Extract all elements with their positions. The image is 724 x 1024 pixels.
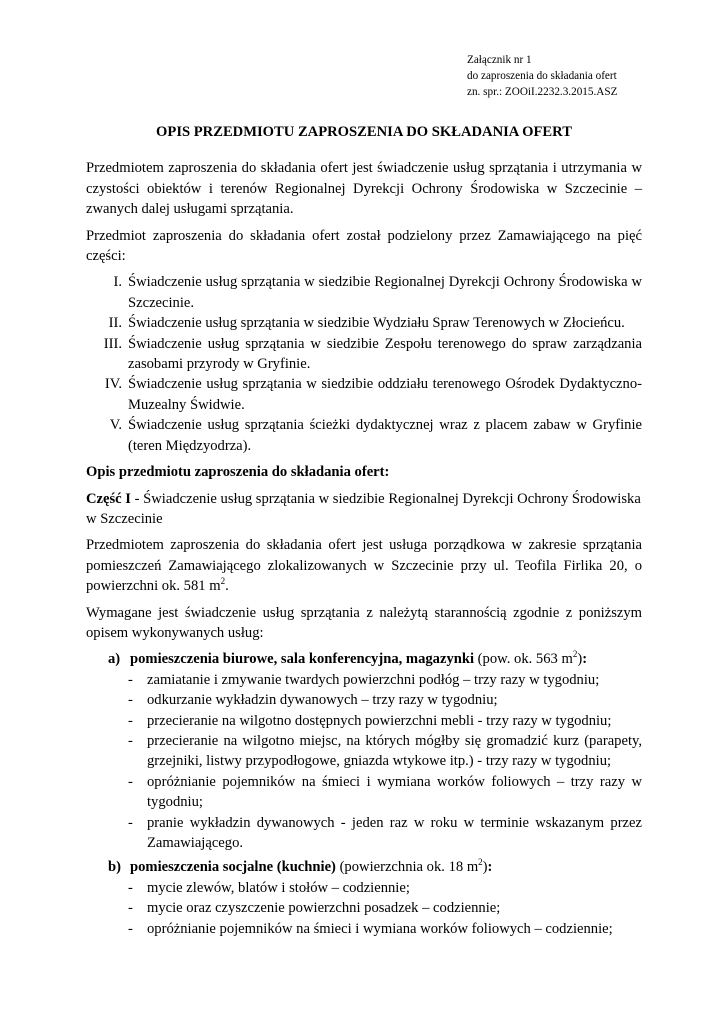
task-text: zamiatanie i zmywanie twardych powierzchni podłóg – trzy razy w tygodniu; bbox=[147, 671, 600, 688]
dash-bullet: - bbox=[128, 900, 133, 917]
section-b bbox=[86, 857, 642, 877]
task-item bbox=[128, 772, 642, 813]
task-text: mycie zlewów, blatów i stołów – codziennie; bbox=[147, 879, 410, 896]
section-b-sup: 2 bbox=[478, 857, 483, 868]
part-text: Świadczenie usług sprzątania w siedzibie oddziału terenowego Ośrodek Dydaktyczno-Muzealny Świdwie. bbox=[128, 376, 642, 413]
annex-line-1: Załącznik nr 1 bbox=[467, 54, 532, 66]
part-number: IV. bbox=[104, 376, 122, 393]
annex-header bbox=[467, 52, 617, 100]
task-item bbox=[128, 711, 642, 731]
section-b-area: (powierzchnia ok. 18 m bbox=[335, 859, 479, 876]
task-item bbox=[128, 898, 642, 918]
scope-paragraph bbox=[86, 535, 642, 596]
task-item bbox=[128, 919, 642, 939]
section-a-close: ) bbox=[577, 651, 583, 668]
intro-paragraph: Przedmiotem zaproszenia do składania ofert jest świadczenie usług sprzątania i utrzymania w czystości obiektów i terenów Regionalnej Dyrekcji Ochrony Środowiska w Szczecinie – zwanych dalej usługami sprzątania. bbox=[86, 160, 642, 218]
part1-heading bbox=[86, 489, 642, 530]
section-a-heading bbox=[130, 649, 642, 669]
part-number: III. bbox=[103, 335, 122, 352]
task-text: przecieranie na wilgotno dostępnych powierzchni mebli - trzy razy w tygodniu; bbox=[147, 712, 612, 729]
annex-line-3: zn. spr.: ZOOiI.2232.3.2015.ASZ bbox=[467, 86, 618, 98]
part-item bbox=[86, 415, 642, 456]
part-item bbox=[86, 334, 642, 375]
task-text: opróżnianie pojemników na śmieci i wymiana worków foliowych – trzy razy w tygodniu; bbox=[147, 773, 642, 811]
dash-bullet: - bbox=[128, 879, 133, 896]
dash-bullet: - bbox=[128, 712, 133, 729]
section-a-title: pomieszczenia biurowe, sala konferencyjna, magazynki bbox=[130, 651, 475, 668]
section-b-colon: : bbox=[487, 859, 493, 876]
task-text: przecieranie na wilgotno miejsc, na których mógłby się gromadzić kurz (parapety, grzejniki, listwy przypodłogowe, gniazda wtykowe itp.) - trzy razy w tygodniu; bbox=[147, 732, 642, 770]
part-text: Świadczenie usług sprzątania w siedzibie Wydziału Spraw Terenowych w Złocieńcu. bbox=[128, 315, 625, 332]
dash-bullet: - bbox=[128, 692, 133, 709]
scope-end: . bbox=[225, 578, 229, 595]
section-b-title: pomieszczenia socjalne (kuchnie) bbox=[130, 859, 336, 876]
scope-sup: 2 bbox=[220, 576, 226, 587]
section-b-heading bbox=[130, 857, 642, 877]
dash-bullet: - bbox=[128, 920, 133, 937]
description-heading: Opis przedmiotu zaproszenia do składania ofert: bbox=[86, 464, 390, 481]
task-item bbox=[128, 670, 642, 690]
task-item bbox=[128, 731, 642, 772]
dash-bullet: - bbox=[128, 773, 133, 790]
section-a bbox=[86, 649, 642, 669]
task-text: opróżnianie pojemników na śmieci i wymiana worków foliowych – codziennie; bbox=[147, 920, 613, 937]
annex-line-2: do zaproszenia do składania ofert bbox=[467, 70, 617, 82]
part-number: V. bbox=[109, 417, 122, 434]
section-a-sup: 2 bbox=[572, 649, 578, 660]
dash-bullet: - bbox=[128, 671, 133, 688]
part-item bbox=[86, 374, 642, 415]
task-item bbox=[128, 690, 642, 710]
section-a-tasks bbox=[86, 670, 642, 854]
section-a-area: (pow. ok. 563 m bbox=[474, 651, 573, 668]
part-number: II. bbox=[108, 315, 122, 332]
parts-list bbox=[86, 272, 642, 456]
dash-bullet: - bbox=[128, 732, 133, 749]
task-text: mycie oraz czyszczenie powierzchni posadzek – codziennie; bbox=[147, 900, 501, 917]
task-text: pranie wykładzin dywanowych - jeden raz w roku w terminie wskazanym przez Zamawiającego. bbox=[147, 814, 642, 851]
part-item bbox=[86, 272, 642, 313]
parts-intro-paragraph: Przedmiot zaproszenia do składania ofert został podzielony przez Zamawiającego na pięć części: bbox=[86, 227, 642, 265]
scope-text: Przedmiotem zaproszenia do składania ofert jest usługa porządkowa w zakresie sprzątania pomieszczeń Zamawiającego zlokalizowanych w Szczecinie przy ul. Teofila Firlika 20, o powierzchni ok. 581 m bbox=[86, 537, 642, 595]
document-title: OPIS PRZEDMIOTU ZAPROSZENIA DO SKŁADANIA OFERT bbox=[156, 124, 572, 140]
task-item bbox=[128, 813, 642, 854]
dash-bullet: - bbox=[128, 814, 133, 831]
part-text: Świadczenie usług sprzątania ścieżki dydaktycznej wraz z placem zabaw w Gryfinie (teren Międzyodrza). bbox=[128, 417, 642, 454]
section-b-letter: b) bbox=[108, 859, 121, 876]
task-item bbox=[128, 878, 642, 898]
section-b-close: ) bbox=[482, 859, 488, 876]
part-item bbox=[86, 313, 642, 333]
part-number: I. bbox=[113, 274, 122, 291]
section-a-colon: : bbox=[582, 651, 588, 668]
part1-title: - Świadczenie usług sprzątania w siedzibie Regionalnej Dyrekcji Ochrony Środowiska w Szczecinie bbox=[86, 490, 641, 527]
document-body bbox=[86, 122, 642, 939]
section-b-tasks bbox=[86, 878, 642, 939]
task-text: odkurzanie wykładzin dywanowych – trzy razy w tygodniu; bbox=[147, 692, 498, 709]
part-text: Świadczenie usług sprzątania w siedzibie Regionalnej Dyrekcji Ochrony Środowiska w Szczecinie. bbox=[128, 274, 642, 311]
section-a-letter: a) bbox=[108, 651, 121, 668]
part-text: Świadczenie usług sprzątania w siedzibie Zespołu terenowego do spraw zarządzania zasobami przyrody w Gryfinie. bbox=[128, 335, 642, 373]
part1-label: Część I bbox=[86, 490, 131, 507]
required-paragraph: Wymagane jest świadczenie usług sprzątania z należytą starannością zgodnie z poniższym opisem wykonywanych usług: bbox=[86, 604, 642, 641]
